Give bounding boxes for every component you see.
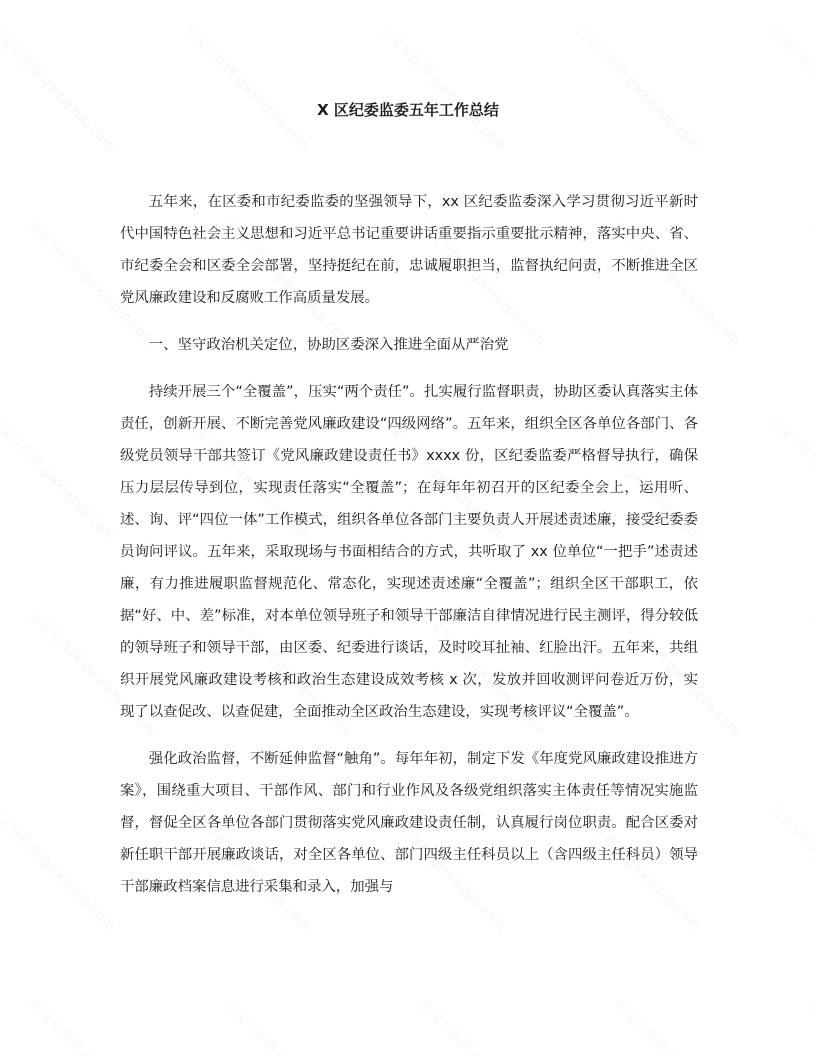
watermark-text	[612, 995, 746, 1056]
watermark-text	[767, 410, 816, 544]
watermark-text	[807, 605, 816, 739]
watermark-text	[807, 995, 816, 1056]
document-title: X 区纪委监委五年工作总结	[317, 101, 499, 119]
watermark-text	[807, 215, 816, 349]
watermark-text	[417, 995, 551, 1056]
document-body	[120, 186, 698, 918]
section-paragraph-1: 持续开展三个“全覆盖”，压实“两个责任”。扎实履行监督职责，协助区委认真落实主体责任，创新开展、不断完善党风廉政建设“四级网络”。五年来，组织全区各单位各部门、各级党员领导干部共签订《党风廉政建设责任书》xxxx 份，区纪委监委严格督导执行，确保压力层层传导到位，实现责任落实“全覆盖”；在每年年初召开的区纪委全会上，运用听、述、询、评“四位一体”工作模式，组织各单位各部门主要负责人开展述责述廉，接受纪委委员询问评议。五年来，采取现场与书面相结合的方式，共听取了 xx 位单位“一把手”述责述廉，有力推进履职监督规范化、常态化，实现述责述廉“全覆盖”；组织全区干部职工，依据“好、中、差”标准，对本单位领导班子和领导干部廉洁自律情况进行民主测评，得分较低的领导班子和领导干部，由区委、纪委进行谈话，及时咬耳扯袖、红脸出汗。五年来，共组织开展党风廉政建设考核和政治生态建设成效考核 x 次，发放并回收测评问卷近万份，实现了以查促改、以查促建，全面推动全区政治生态建设，实现考核评议“全覆盖”。	[120, 384, 698, 720]
watermark-text	[377, 20, 511, 154]
watermark-text	[767, 800, 816, 934]
watermark-text	[572, 20, 706, 154]
watermark-text	[767, 20, 816, 154]
watermark-text	[0, 20, 121, 154]
watermark-text	[182, 20, 316, 154]
watermark-text	[0, 800, 121, 934]
watermark-text	[0, 410, 121, 544]
section-heading: 一、坚守政治机关定位，协助区委深入推进全面从严治党	[148, 337, 509, 353]
section-paragraph-2: 强化政治监督，不断延伸监督“触角”。每年年初，制定下发《年度党风廉政建设推进方案》，围绕重大项目、干部作风、部门和行业作风及各级党组织落实主体责任等情况实施监督，督促全区各单位各部门贯彻落实党风廉政建设责任制，认真履行岗位职责。配合区委对新任职干部开展廉政谈话，对全区各单位、部门四级主任科员以上（含四级主任科员）领导干部廉政档案信息进行采集和录入，加强与	[120, 751, 698, 895]
watermark-text	[27, 995, 161, 1056]
intro-paragraph: 五年来，在区委和市纪委监委的坚强领导下，xx 区纪委监委深入学习贯彻习近平新时代中国特色社会主义思想和习近平总书记重要讲话重要指示重要批示精神，落实中央、省、市纪委全会和区委全会部署，坚持挺纪在前，忠诚履职担当，监督执纪问责，不断推进全区党风廉政建设和反腐败工作高质量发展。	[120, 194, 698, 306]
watermark-text	[222, 995, 356, 1056]
